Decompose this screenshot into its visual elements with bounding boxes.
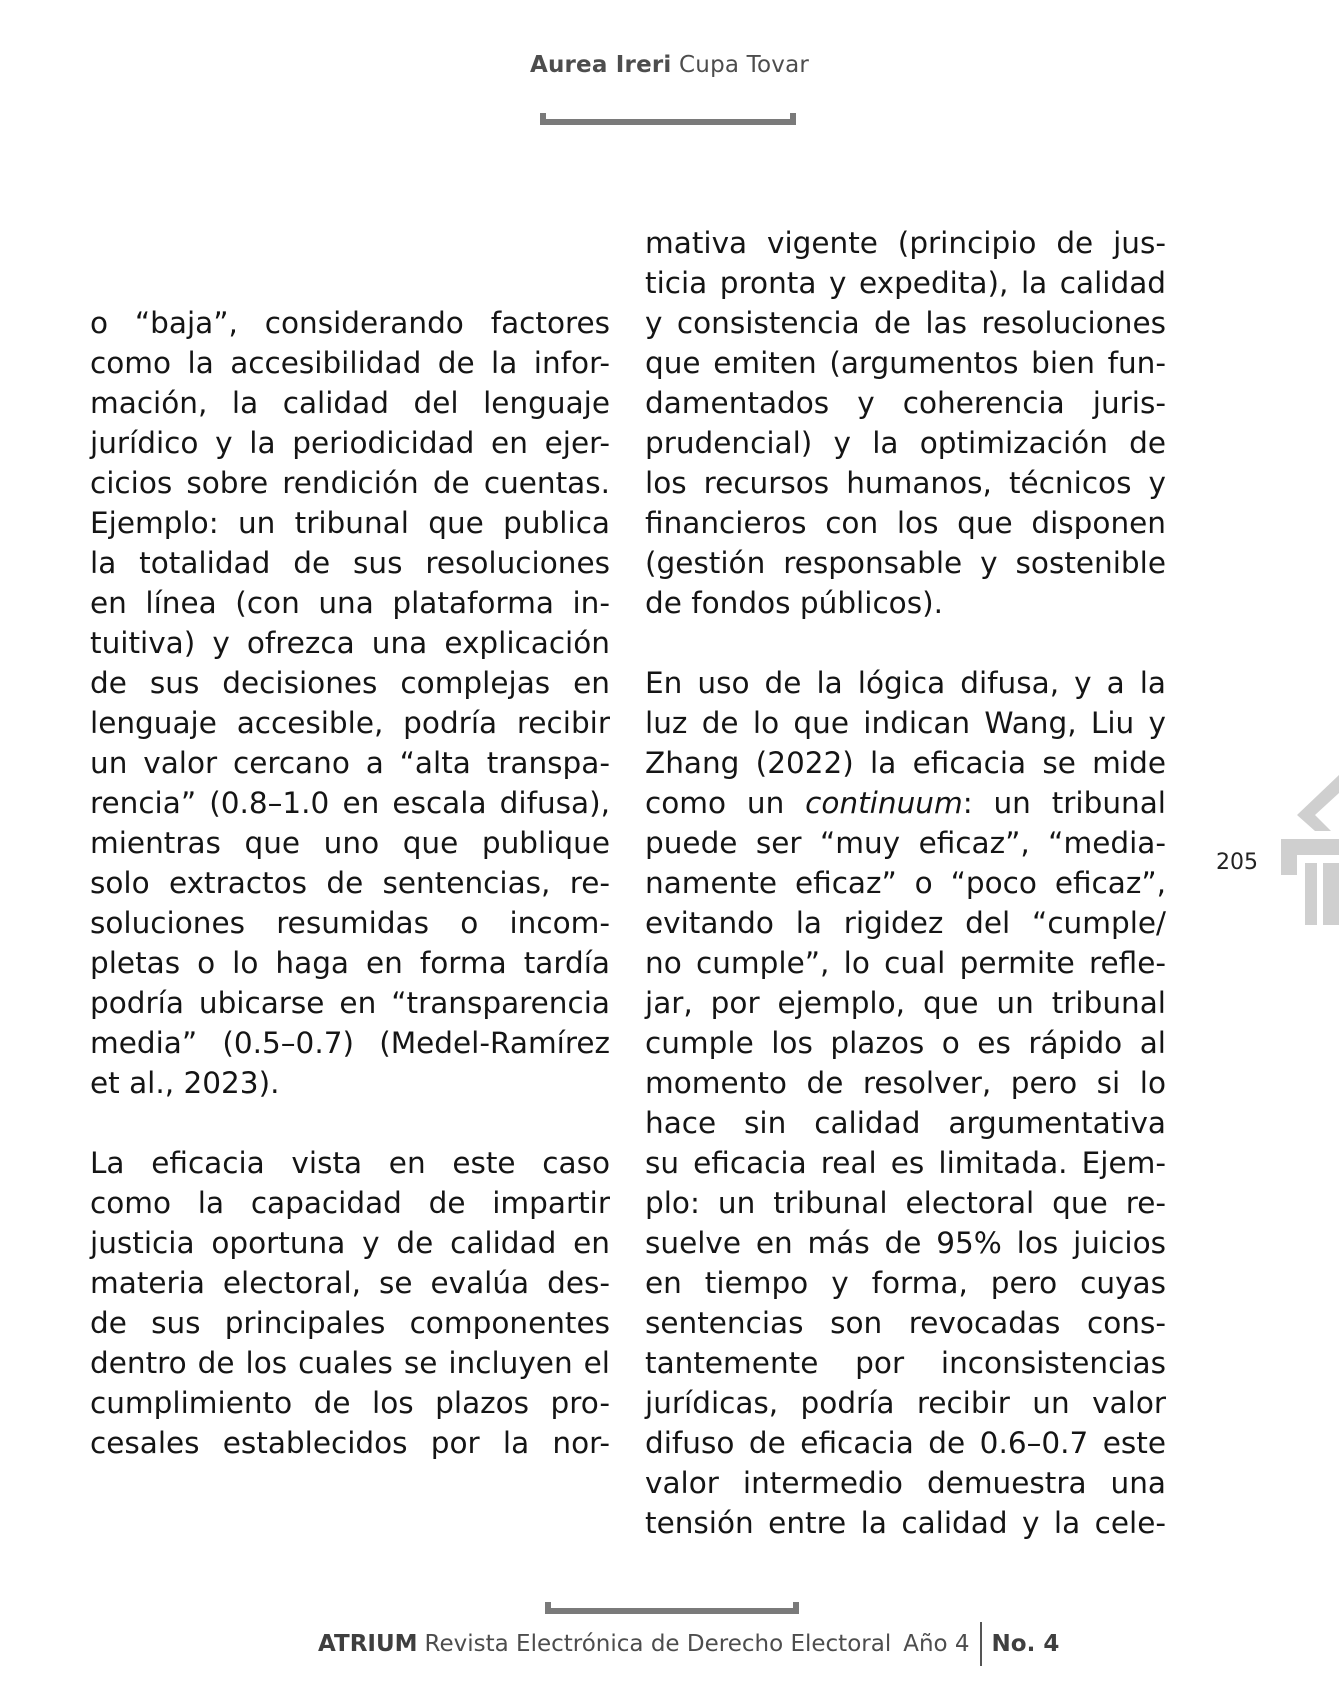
page-number: 205 bbox=[1216, 850, 1258, 875]
running-head bbox=[0, 52, 1339, 78]
text-fragment: : un tribunal bbox=[962, 786, 1167, 820]
paragraph-gap bbox=[90, 1103, 610, 1143]
header-bracket-rule bbox=[540, 113, 796, 125]
text-line: los recursos humanos, técnicos y bbox=[645, 466, 1166, 500]
text-line: jar, por ejemplo, que un tribunal bbox=[645, 986, 1166, 1020]
right-paragraph-1 bbox=[645, 223, 1166, 623]
text-line: damentados y coherencia juris- bbox=[645, 386, 1166, 420]
logo-column-shape bbox=[1305, 863, 1317, 925]
text-line: hace sin calidad argumentativa bbox=[645, 1106, 1166, 1140]
text-line: La eficacia vista en este caso bbox=[90, 1146, 610, 1180]
text-line: podría ubicarse en “transparencia bbox=[90, 986, 610, 1020]
text-line: soluciones resumidas o incom- bbox=[90, 906, 610, 940]
text-line: tuitiva) y ofrezca una explicación bbox=[90, 626, 610, 660]
text-line: tantemente por inconsistencias bbox=[645, 1346, 1166, 1380]
text-line: media” (0.5–0.7) (Medel-Ramírez bbox=[90, 1026, 610, 1060]
text-line: no cumple”, lo cual permite refle- bbox=[645, 946, 1166, 980]
text-line: mientras que uno que publique bbox=[90, 826, 610, 860]
footer-divider bbox=[980, 1622, 982, 1666]
emphasis-continuum: continuum bbox=[805, 786, 963, 820]
text-line: valor intermedio demuestra una bbox=[645, 1466, 1166, 1500]
text-line: et al., 2023). bbox=[90, 1066, 280, 1100]
text-line: namente eficaz” o “poco eficaz”, bbox=[645, 866, 1166, 900]
text-line: mación, la calidad del lenguaje bbox=[90, 386, 610, 420]
text-line: prudencial) y la optimización de bbox=[645, 426, 1166, 460]
text-line: solo extractos de sentencias, re- bbox=[90, 866, 610, 900]
text-line: En uso de la lógica difusa, y a la bbox=[645, 666, 1166, 700]
text-line: de sus decisiones complejas en bbox=[90, 666, 610, 700]
atrium-logo-icon bbox=[1275, 775, 1339, 925]
text-line: financieros con los que disponen bbox=[645, 506, 1166, 540]
journal-issue: No. 4 bbox=[991, 1631, 1060, 1657]
journal-year: Año 4 bbox=[903, 1631, 970, 1657]
right-column bbox=[645, 223, 1166, 1543]
logo-column-shape bbox=[1323, 863, 1339, 925]
text-line: evitando la rigidez del “cumple/ bbox=[645, 906, 1166, 940]
paragraph-gap bbox=[645, 623, 1166, 663]
text-line: en tiempo y forma, pero cuyas bbox=[645, 1266, 1166, 1300]
text-line: lenguaje accesible, podría recibir bbox=[90, 706, 610, 740]
text-line: difuso de eficacia de 0.6–0.7 este bbox=[645, 1426, 1166, 1460]
text-line: la totalidad de sus resoluciones bbox=[90, 546, 610, 580]
text-line: cumple los plazos o es rápido al bbox=[645, 1026, 1166, 1060]
text-line: justicia oportuna y de calidad en bbox=[90, 1226, 610, 1260]
text-line: materia electoral, se evalúa des- bbox=[90, 1266, 610, 1300]
footer-bracket-rule bbox=[545, 1602, 799, 1614]
text-fragment: como un bbox=[645, 786, 806, 820]
text-line: de sus principales componentes bbox=[90, 1306, 610, 1340]
author-first-names: Aurea Ireri bbox=[529, 52, 672, 78]
text-line: ticia pronta y expedita), la calidad bbox=[645, 266, 1166, 300]
left-column bbox=[90, 303, 610, 1463]
text-line: como la capacidad de impartir bbox=[90, 1186, 610, 1220]
left-paragraph-2 bbox=[90, 1143, 610, 1463]
text-line: suelve en más de 95% los juicios bbox=[645, 1226, 1166, 1260]
text-line: en línea (con una plataforma in- bbox=[90, 586, 610, 620]
text-line: que emiten (argumentos bien fun- bbox=[645, 346, 1166, 380]
journal-name: Revista Electrónica de Derecho Electoral bbox=[424, 1631, 892, 1657]
text-line: dentro de los cuales se incluyen el bbox=[90, 1346, 610, 1380]
text-line: cumplimiento de los plazos pro- bbox=[90, 1386, 610, 1420]
right-paragraph-2 bbox=[645, 663, 1166, 1543]
text-line: y consistencia de las resoluciones bbox=[645, 306, 1166, 340]
text-line: su eficacia real es limitada. Ejem- bbox=[645, 1146, 1166, 1180]
text-line: luz de lo que indican Wang, Liu y bbox=[645, 706, 1166, 740]
journal-footer bbox=[318, 1622, 1059, 1666]
text-line: cicios sobre rendición de cuentas. bbox=[90, 466, 610, 500]
text-line: pletas o lo haga en forma tardía bbox=[90, 946, 610, 980]
text-line: de fondos públicos). bbox=[645, 586, 943, 620]
text-line: plo: un tribunal electoral que re- bbox=[645, 1186, 1166, 1220]
text-line: jurídicas, podría recibir un valor bbox=[645, 1386, 1166, 1420]
text-line: jurídico y la periodicidad en ejer- bbox=[90, 426, 610, 460]
text-line: Ejemplo: un tribunal que publica bbox=[90, 506, 610, 540]
text-line: un valor cercano a “alta transpa- bbox=[90, 746, 610, 780]
journal-brand: ATRIUM bbox=[318, 1631, 418, 1657]
text-line: cesales establecidos por la nor- bbox=[90, 1426, 610, 1460]
left-paragraph-1 bbox=[90, 303, 610, 1103]
logo-roof-shape bbox=[1297, 775, 1339, 831]
text-line: puede ser “muy eficaz”, “media- bbox=[645, 826, 1166, 860]
text-line: Zhang (2022) la eficacia se mide bbox=[645, 746, 1166, 780]
text-line: sentencias son revocadas cons- bbox=[645, 1306, 1166, 1340]
text-line: (gestión responsable y sostenible bbox=[645, 546, 1166, 580]
text-line: rencia” (0.8–1.0 en escala difusa), bbox=[90, 786, 610, 820]
text-line: como la accesibilidad de la infor- bbox=[90, 346, 610, 380]
text-line: momento de resolver, pero si lo bbox=[645, 1066, 1166, 1100]
text-line: tensión entre la calidad y la cele- bbox=[645, 1506, 1166, 1540]
author-last-names: Cupa Tovar bbox=[679, 52, 810, 78]
text-line bbox=[645, 783, 1166, 823]
text-line: o “baja”, considerando factores bbox=[90, 306, 610, 340]
text-line: mativa vigente (principio de jus- bbox=[645, 226, 1166, 260]
